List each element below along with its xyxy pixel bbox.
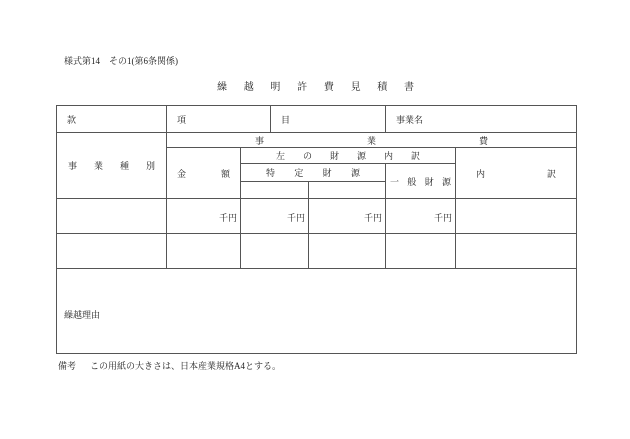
unit-label: 千円	[218, 212, 237, 223]
data-cell-uchiwake-1	[456, 199, 577, 234]
header-cell-jigyou-shubetsu	[57, 133, 167, 199]
kou-label: 項	[177, 114, 187, 125]
jigyou-shubetsu-label: 事業種別	[68, 161, 155, 171]
unit-cell-tokutei-1	[241, 199, 309, 234]
unit-label: 千円	[434, 212, 453, 223]
jigyou-mei-label: 事業名	[396, 114, 424, 125]
remarks-label: 備考	[58, 361, 77, 371]
header-cell-kingaku	[167, 148, 241, 199]
data-cell-shubetsu-1	[57, 199, 167, 234]
hidari-zaigen-uchiwake-label: 左の財源内訳	[276, 151, 421, 161]
unit-cell-tokutei-2	[309, 199, 386, 234]
unit-cell-ippan	[386, 199, 456, 234]
data-cell-kingaku-2	[167, 234, 241, 269]
kan-label: 款	[67, 114, 77, 125]
estimate-table	[56, 105, 577, 354]
header-cell-hidari-zaigen-uchiwake	[241, 148, 456, 164]
header-cell-jigyou-hi	[167, 133, 577, 148]
remarks-note	[58, 359, 281, 372]
kingaku-label: 金額	[177, 168, 230, 179]
header-cell-tokutei-sub-2	[309, 182, 386, 199]
header-cell-tokutei-sub-1	[241, 182, 309, 199]
unit-label: 千円	[364, 212, 383, 223]
moku-label: 目	[281, 114, 291, 125]
data-cell-ippan-2	[386, 234, 456, 269]
uchiwake-label: 内訳	[476, 168, 557, 179]
unit-cell-kingaku	[167, 199, 241, 234]
header-cell-uchiwake	[456, 148, 577, 199]
header-cell-kou	[167, 106, 271, 133]
data-cell-shubetsu-2	[57, 234, 167, 269]
data-cell-tokutei-2-2	[309, 234, 386, 269]
document-title: 繰越明許費見積書	[217, 82, 414, 93]
unit-label: 千円	[287, 212, 306, 223]
cell-kurikoshi-riyuu	[57, 269, 577, 354]
remarks-text: この用紙の大きさは、日本産業規格A4とする。	[90, 361, 282, 371]
tokutei-zaigen-label: 特定財源	[266, 168, 361, 178]
header-cell-kan	[57, 106, 167, 133]
jigyou-hi-label: 事業費	[255, 135, 489, 146]
header-cell-moku	[271, 106, 386, 133]
header-cell-ippan-zaigen	[386, 164, 456, 199]
header-cell-jigyou-mei	[386, 106, 577, 133]
data-cell-tokutei-1-2	[241, 234, 309, 269]
data-cell-uchiwake-2	[456, 234, 577, 269]
header-cell-tokutei-zaigen	[241, 164, 386, 182]
form-number: 様式第14 その1(第6条関係)	[64, 56, 178, 66]
kurikoshi-riyuu-label: 繰越理由	[64, 310, 101, 320]
ippan-zaigen-label: 一般財源	[390, 176, 452, 187]
